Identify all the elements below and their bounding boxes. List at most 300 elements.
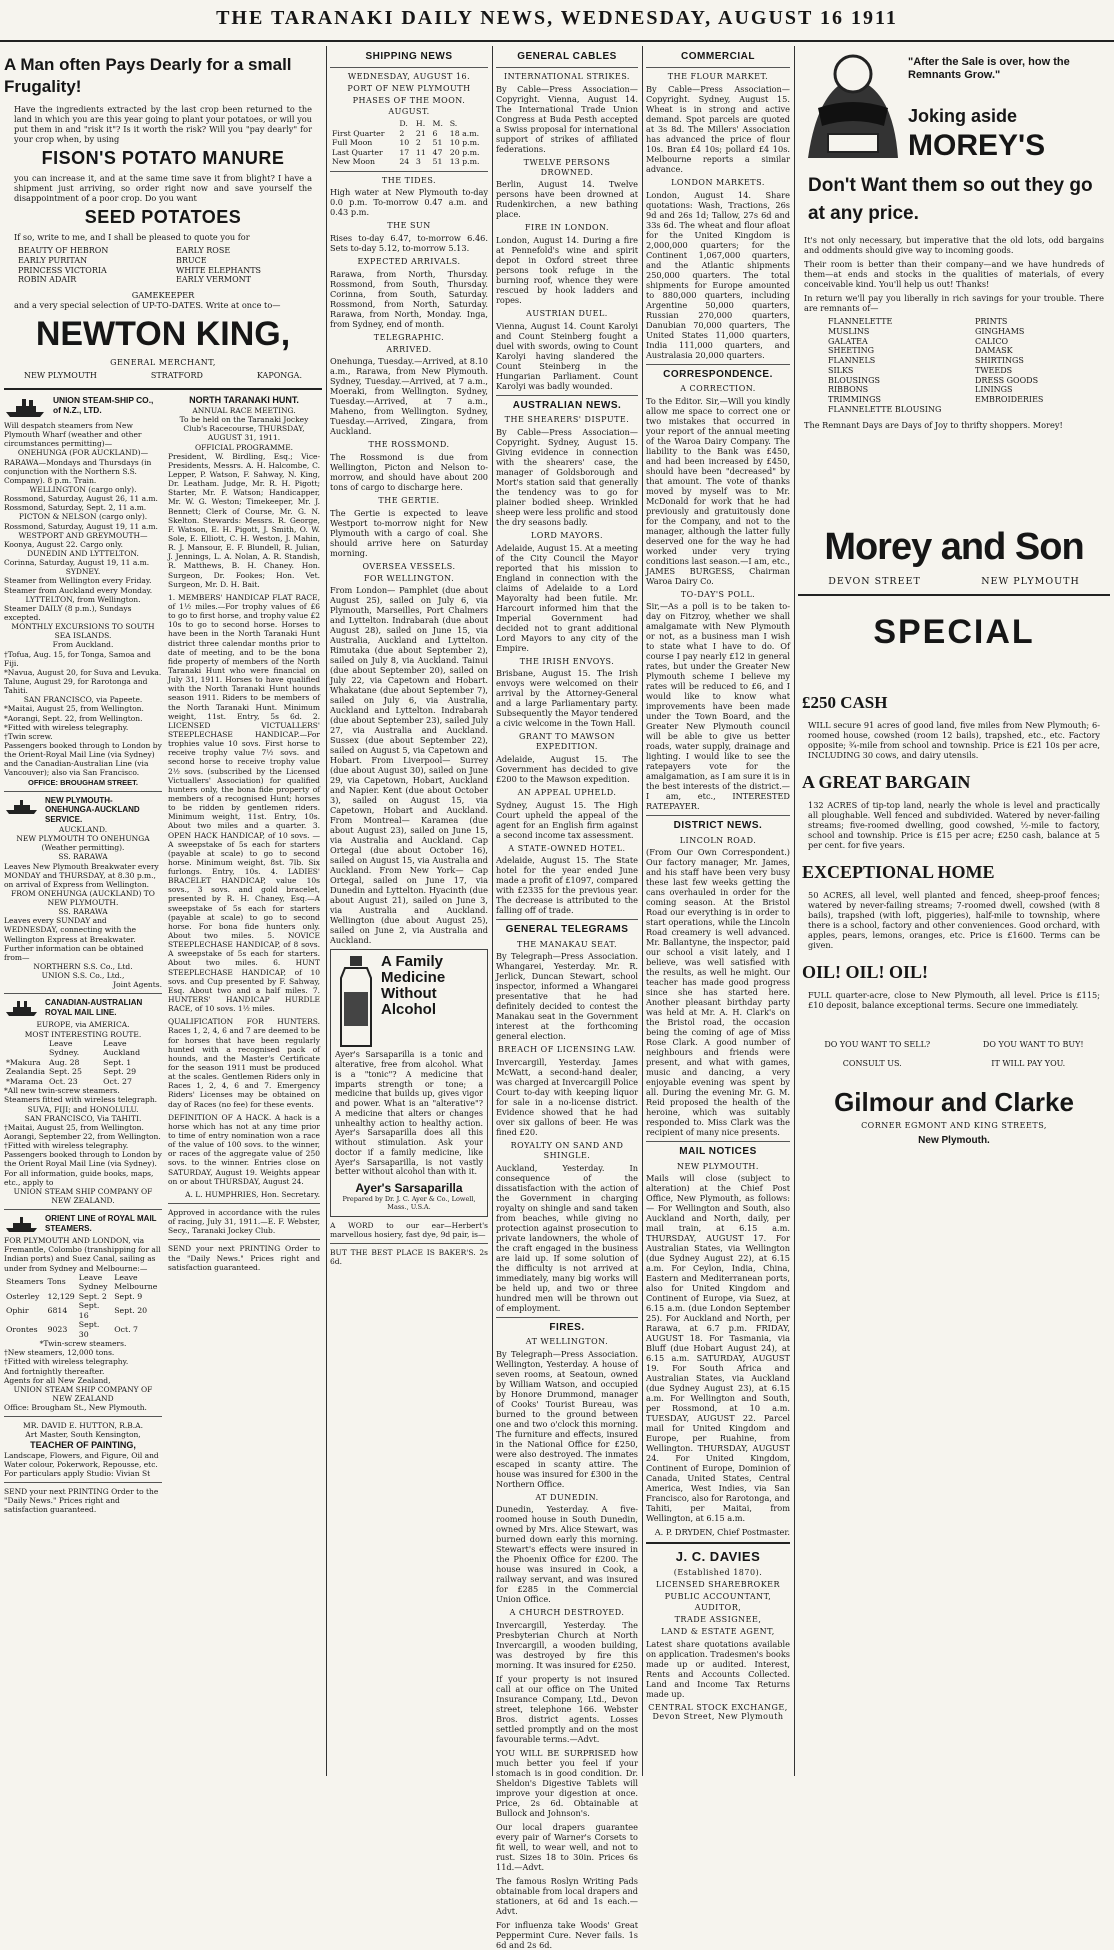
canadian-title: CANADIAN-AUSTRALIAN ROYAL MAIL LINE. (45, 998, 143, 1018)
cash-body: WILL secure 91 acres of good land, five miles from New Plymouth; 6-roomed house, cowshed (room 12 bails), trapshed, etc., etc. Factory opposite; ¾-mile from school and township. Price is £21 10s per acre, INCLUDING 30 cows, and dairy utensils. (808, 719, 1100, 760)
table-cell: 18 a.m. (449, 128, 480, 138)
article-heading: AT DUNEDIN. (535, 1492, 599, 1502)
union-line: Steamer from Wellington every Friday. Steamer from Auckland every Monday. (4, 576, 153, 595)
table-header: H. (415, 119, 426, 129)
table-cell: Sept. 25 (48, 1067, 82, 1077)
expected-title: EXPECTED ARRIVALS. (357, 257, 461, 267)
morey-closing: The Remnant Days are Days of Joy to thrifty shoppers. Morey! (804, 419, 1063, 430)
printing-notice: SEND your next PRINTING Order to the "Daily News." Prices right and satisfaction guaranteed. (168, 1244, 320, 1272)
masthead-rule (0, 40, 1114, 42)
commercial-title: COMMERCIAL (681, 51, 755, 62)
sarsaparilla-top (335, 954, 483, 1050)
orient-line: FOR PLYMOUTH AND LONDON, via Fremantle, Colombo (transhipping for all Indian ports) and Suez Canal, sailing as under from Sydney and Melbourne:— (4, 1236, 161, 1273)
advertisement-notice: If your property is not insured call at our office on The United Insurance Company, Ltd., Devon street, telephone 166. Webster Bros. district agents. Losses settled promptly and on the most favourable terms.—Advt. (496, 1674, 638, 1744)
divider (168, 1239, 320, 1240)
divider (646, 1141, 790, 1142)
onehunga-line: SS. RARAWA (58, 907, 108, 917)
morey-body: In return we'll pay you liberally in rich savings for your trouble. There are remnants of— (804, 293, 1104, 314)
remnant-item: TRIMMINGS (828, 395, 881, 405)
davies-established: (Established 1870). (673, 1568, 763, 1578)
article-text: Adelaide, August 15. The Government has decided to give £200 to the Mawson expedition. (496, 753, 638, 784)
table-row (4, 1067, 162, 1077)
column-commercial (642, 46, 794, 1776)
divider (798, 594, 1110, 596)
table-cell: 20 p.m. (449, 147, 480, 157)
tides-text: High water at New Plymouth to-day 0.0 p.m. To-morrow 0.47 a.m. and 0.43 p.m. (330, 187, 488, 218)
table-header: D. (399, 119, 408, 129)
table-row (330, 148, 488, 158)
article-heading: LORD MAYORS. (530, 530, 604, 540)
letter-heading: A CORRECTION. (680, 383, 756, 393)
variety: GAMEKEEPER (131, 290, 195, 301)
divider (646, 364, 790, 365)
table-row (330, 129, 488, 139)
sarsaparilla-ad (330, 949, 488, 1216)
remnant-item: FLANNELETTE BLOUSING (828, 404, 942, 414)
spacer (798, 434, 1110, 524)
fires-title: FIRES. (549, 1321, 585, 1333)
union-line: Steamer DAILY (8 p.m.), Sundays excepted. (4, 603, 132, 623)
union-line: *Navua, August 20, for Suva and Levuka. (4, 667, 162, 677)
union-line: Corinna, Saturday, August 19, 11 a.m. (4, 558, 150, 568)
divider (168, 1203, 320, 1204)
divider (496, 395, 638, 396)
divider (4, 993, 162, 994)
remnant-item: EMBROIDERIES (975, 395, 1044, 405)
race-events: 1. MEMBERS' HANDICAP FLAT RACE, of 1½ miles.—For trophy values of £6 to go to first horse, and trophy value £2 10s to go to second horse. Horses to have been in the North Taranaki Hunt district three calendar months prior to date of meeting, and to be the bona fide property of members of the North Taranaki Hunt who were financial on July 31, 1911. Horses to have qualified with the North Taranaki Hunt hounds season 1911. Riders to be members of the North Taranaki Hunt. Minimum weight, 11st. Entry, 5s 6d. 2. LICENSED VICTUALLERS' STEEPLECHASE HANDICAP.—For trophies value 10 sovs. First horse to receive trophy value 7½ sovs. and second horse to receive trophy value 2½ sovs. (subscribed by the Licensed Victuallers' Association) for qualified hunters only, the bona fide property of members of a recognised Hunt; horses to be ridden by gentlemen riders. Minimum weight, 11st. Entry, 10s. About two miles and a quarter. 3. OPEN HACK HANDICAP, of 10 sovs. —A sweepstake of 5s each for starters (payable at scale) to go to second horse. Minimum weight, 8st. 7lb. Six furlongs. Entry, 10s. 4. LADIES' BRACELET HANDICAP, value 10s sovs., 3 sovs. and gold bracelet, presented by R. H. Chaney, Esq.—A sweepstake of 5s each for starters (payable at scale) to go to second horse. For bona fide hunters only. About two miles. 5. NOVICE STEEPLECHASE HANDICAP, of 8 sovs. A sweepstake of 5s each for starters. About two miles. 6. HUNT STEEPLECHASE HANDICAP, of 10 sovs. and Cup presented by F. Sahway, Esq. About two and a half miles. 7. HUNTERS' HANDICAP HURDLE RACE, of 10 sovs. 1½ miles. (168, 592, 320, 1014)
divider (646, 815, 790, 816)
fison-product: FISON'S POTATO MANURE (41, 148, 285, 169)
table-cell: *Makura (6, 1057, 41, 1067)
onehunga-line: FROM ONEHUNGA (AUCKLAND) TO NEW PLYMOUTH. (11, 888, 155, 908)
shipping-title: SHIPPING NEWS (365, 51, 453, 62)
oil-title: OIL! OIL! OIL! (802, 961, 929, 982)
table-row (330, 138, 488, 148)
divider (4, 791, 162, 792)
sun-text: Rises to-day 6.47, to-morrow 6.46. Sets to-day 5.12, to-morrow 5.13. (330, 233, 488, 254)
remnant-item: GINGHAMS (975, 326, 1025, 336)
table-cell: Sept. 2 (78, 1291, 107, 1301)
remnant-item: RIBBONS (828, 385, 869, 395)
masthead: THE TARANAKI DAILY NEWS, WEDNESDAY, AUGUST 16 1911 (216, 7, 898, 29)
australian-title: AUSTRALIAN NEWS. (512, 399, 622, 411)
davies-line: TRADE ASSIGNEE, (674, 1615, 762, 1625)
home-body: 50 ACRES, all level, well planted and fenced, sheep-proof fences; watered by never-failing streams; 7-roomed dwell, cowshed (with 8 bails), trapshed (with loft, piggeries), half-mile to township, where there is a school, factory and other conveniences. Good orchard, with apples, pears, lemons, oranges, etc. Price is £1600. Terms can be given. (808, 889, 1100, 950)
canadian-line: SUVA, FIJI; and HONOLULU. (27, 1104, 139, 1114)
article-heading: THE MANAKAU SEAT. (516, 939, 618, 949)
table-cell: 6 (432, 128, 438, 138)
onehunga-title: NEW PLYMOUTH-ONEHUNGA-AUCKLAND SERVICE. (45, 795, 140, 825)
steamship-icon (4, 798, 40, 816)
shipping-ads (4, 395, 162, 1514)
telegrams-title: GENERAL TELEGRAMS (505, 924, 629, 936)
morey-body: It's not only necessary, but imperative that the old lots, odd bargains and oddments should give way to incoming goods. (804, 235, 1104, 256)
table-cell: Oct. 27 (103, 1076, 132, 1086)
union-line: Passengers booked through to London by the Orient-Royal Mail Line (via Sydney) and the Canadian-Australian Line (via Vancouver); also via San Francisco. (4, 740, 162, 778)
table-cell: Orontes (6, 1324, 38, 1334)
advertisement-notice: YOU WILL BE SURPRISED how much better you feel if your stomach is in good condition. Dr. Sheldon's Digestive Tablets will improve your digestion at once. Price, 2s 6d. Obtainable at Bullock and Johnson's. (496, 1748, 638, 1818)
table-cell: 10 (399, 138, 410, 148)
remnant-item: LININGS (975, 385, 1013, 395)
article-text: Sydney, August 15. The High Court upheld the appeal of the agent for an English firm against a second income tax assessment. (496, 799, 638, 840)
shipping-date: WEDNESDAY, AUGUST 16. (347, 72, 471, 82)
table-cell: Oct. 23 (48, 1076, 78, 1086)
table-cell: Sept. 20 (114, 1305, 148, 1315)
table-cell: 21 (415, 128, 426, 138)
table-row (4, 1301, 162, 1320)
davies-line: LAND & ESTATE AGENT, (661, 1626, 775, 1636)
printing-notice: SEND your next PRINTING Order to the "Daily News." Prices right and satisfaction guaranteed. (4, 1486, 159, 1515)
hutton-line: Landscape, Flowers, and Figure, Oil and Water colour, Pokerwork, Repousse, etc. (4, 1450, 159, 1469)
expected-text: Rarawa, from North, Thursday. Rossmond, from South, Thursday. Corinna, from South, Saturday. Rossmond, from North, Saturday. Rarawa, from North, Monday. Inga, from Sydney, end of month. (330, 268, 488, 329)
column-general-cables (492, 46, 642, 1950)
union-line: MONTHLY EXCURSIONS TO SOUTH SEA ISLANDS. (11, 622, 155, 641)
table-row (4, 1320, 162, 1339)
agent-address: CORNER EGMONT AND KING STREETS, (861, 1120, 1047, 1130)
table-cell: 17 (399, 147, 410, 157)
union-line: *Aorangi, Sept. 22, from Wellington. (4, 713, 143, 723)
davies-line: AUDITOR, (694, 1603, 742, 1613)
seed-intro: If so, write to me, and I shall be pleased to quote you for (14, 232, 250, 243)
mail-title: MAIL NOTICES (679, 1146, 757, 1158)
onehunga-line: UNION S.S. Co., Ltd., (41, 971, 125, 981)
article-text: By Telegraph—Press Association. Whangarei, Yesterday. Mr. R. Jerlick, Duncan Stewart, school inspector, informed a Whangarei presentative that he had definitely decided to contest the Manakau seat in the Government interest at the forthcoming general election. (496, 951, 638, 1042)
table-header (330, 119, 397, 129)
article-text: Invercargill, Yesterday. James McWatt, a second-hand dealer, was charged at Invercargill Police Court to-day with keeping liquor for sale in a no-license district. Evidence showed that he had over six gallons of beer. He was fined £20. (496, 1057, 638, 1138)
agent-name: Gilmour and Clarke (834, 1087, 1074, 1118)
agent-question: DO YOU WANT TO BUY! (982, 1039, 1084, 1049)
canadian-line: Steamers fitted with wireless telegraph. (4, 1095, 158, 1105)
oversea-title: OVERSEA VESSELS. (362, 561, 456, 571)
variety: WHITE ELEPHANTS (176, 265, 262, 275)
remnant-item: PRINTS (975, 317, 1008, 327)
remnant-item: GALATEA (828, 336, 868, 346)
agent-question: DO YOU WANT TO SELL? (824, 1039, 931, 1049)
moon-title: PHASES OF THE MOON. (352, 95, 466, 105)
variety: EARLY ROSE (176, 246, 231, 256)
davies-line: PUBLIC ACCOUNTANT, (664, 1591, 772, 1601)
agent-town: New Plymouth. (918, 1134, 990, 1146)
article-heading: THE IRISH ENVOYS. (519, 656, 615, 666)
orient-table (4, 1273, 162, 1340)
rossmond-text: The Rossmond is due from Wellington, Picton and Nelson to-morrow, and should have about 200 tons of cargo to discharge here. (330, 452, 488, 493)
remnant-item: CALICO (975, 336, 1009, 346)
agent-answer: IT WILL PAY YOU. (991, 1059, 1066, 1069)
canadian-table (4, 1039, 162, 1087)
variety: BRUCE (176, 255, 207, 265)
union-line: Will despatch steamers from New Plymouth Wharf (weather and other circumstances permitting)— (4, 421, 142, 449)
article-heading: AN APPEAL UPHELD. (517, 787, 617, 797)
article-heading: GRANT TO MAWSON EXPEDITION. (519, 732, 615, 752)
morey-logo-text: MOREY'S (908, 129, 1046, 162)
orient-line: And fortnightly thereafter. (4, 1366, 105, 1376)
table-cell: First Quarter (332, 128, 385, 138)
mail-text: Mails will close (subject to alteration) at the Chief Post Office, New Plymouth, as follows:— For Wellington and South, also Auckland and North, daily, per mail train, at 6.15 a.m. THURSDAY, AUGUST 17. For Australian States, via Wellington (due Sydney August 22), at 6.15 a.m. For Ceylon, India, China, Eastern and Mediterranean ports, also for United Kingdom and Continent of Europe, via Suez, at 6.15 a.m. (due London September 25). For Auckland and North, per Rarawa, at 6.7 p.m. FRIDAY, AUGUST 18. For Tasmania, via Bluff (due Hobart August 24), at 6.15 a.m. SATURDAY, AUGUST 19. For South Africa and Australian States, via Auckland (due Sydney August 23), at 6.15 a.m. For Wellington and South, per Rossmond, at 10 a.m. TUESDAY, AUGUST 22. Parcel mail for United Kingdom and Europe, per Ruahine, from Wellington. THURSDAY, AUGUST 24. For United Kingdom, Continent of Europe, Dominion of Canada, United States, Central America, West Indies, via San Francisco, also for Rarotonga, and Tahiti, per Maitai, from Wellington, at 6.15 a.m. (646, 1173, 790, 1524)
table-cell: 51 (432, 138, 443, 148)
variety: PRINCESS VICTORIA (18, 265, 107, 275)
divider (330, 67, 488, 68)
union-line: From Auckland. (52, 640, 114, 650)
davies-body: Latest share quotations available on application. Tradesmen's books made up or audited. Interest, Rents and Accounts Collected. Land and Income Tax Returns made up. (646, 1638, 790, 1699)
bakers-ad: BUT THE BEST PLACE IS BAKER'S. 2s 6d. (330, 1247, 488, 1267)
onehunga-line: Further information can be obtained from— (4, 943, 144, 962)
article-text: Vienna, August 14. Count Karolyi and Count Steinberg fought a duel with swords, owing to Count Karolyi having slandered the Count Steinberg in the Hungarian Parliament. Count Karolyi was badly wounded. (496, 320, 638, 391)
agent-answers (798, 1059, 1110, 1069)
article-heading: LINCOLN ROAD. (679, 835, 757, 845)
morey-header-ad (798, 48, 1110, 166)
race-intro: To be held on the Taranaki Jockey Club's Racecourse, THURSDAY, AUGUST 31, 1911. (179, 415, 309, 443)
table-cell: *Marama (6, 1076, 43, 1086)
oversea-text: From London— Pamphlet (due about August 25), sailed on July 6, via Plymouth, Marseilles, Port Chalmers and Lyttelton. Indrabarah (due about August 28), sailed on June 15, via Australia, Auckland and Lyttelton. Rimutaka (due about September 2), sailed on July 8, via Auckland. Tainui (due about September 20), sailed on July 22, via Capetown and Hobart. Whakatane (due about September 7), sailed on July 6, via Australia, Auckland and Lyttelton. Indrabarah (due about September 23), sailed July 27, via Australia and Auckland. Sussex (due about September 22), sailed on August 5, via Capetown and Hobart. From Liverpool— Surrey (due about August 30), sailed on June 29, via Capetown, Hobart, Auckland and Napier. Kent (due about October 3), sailed on August 15, via Capetown, Hobart and Auckland. From Montreal— Karamea (due about August 23), sailed on June 15, via Australia and Auckland. Cap Ortegal (due about October 16), sailed on August 15, via Australia and Auckland. From New York— Cap Ortegal, sailed on June 17, via Dunedin and Lyttelton. Hyacinth (due about August 21), sailed on June 3, via Australia and Auckland. Wellington (due about August 25), sailed on June 2, via Australia and Auckland. (330, 585, 488, 946)
article-text: (From Our Own Correspondent.) Our factory manager, Mr. James, and his staff have been very busy these last few weeks getting the cans overhauled in order for the coming season. At the Bristol Road our everything is in order to start operations, while the Lincoln Road creamery is well advanced. Mr. Ballantyne, the inspector, paid our school a visit lately, and I believe, was well satisfied with the results, as well he might. Our teacher has made good progress since she has started here. Another pleasant birthday party was held at Mr. A. H. Clark's on the Bristol road, the occasion being the coming of age of Miss Rose Clark. A good number of neighbours and friends were present, and what with games, music and dancing, a very enjoyable evening was spent by all. During the evening Mr. G. M. Reid proposed the health of the heroine, which was suitably responded to. Miss Clark was the recipient of many nice presents. (646, 847, 790, 1138)
hutton-name: MR. DAVID E. HUTTON, R.B.A. (23, 1421, 143, 1431)
morey-body: Their room is better than their company—and we have hundreds of them—at ends and stocks in the qualities of materials, of every conceivable kind. You'll help us out! Thanks! (804, 259, 1104, 290)
article-text: By Telegraph—Press Association. Wellington, Yesterday. A house of seven rooms, at Seatoun, owned by William Watson, and occupied by Honore Drummond, manager of Cooks' Tourist Bureau, was burned to the ground between one and two o'clock this morning. The furniture and effects, insured in the National Office for £250, were also destroyed. The inmates escaped in scanty attire. The house was insured for £300 in the Northern Office. (496, 1348, 638, 1489)
union-line: OFFICE: BROUGHAM STREET. (28, 777, 138, 787)
union-line: *Maitai, August 25, from Wellington. (4, 704, 144, 714)
variety: EARLY PURITAN (18, 255, 88, 265)
variety: ROBIN ADAIR (18, 275, 77, 285)
table-cell: 3 (415, 157, 421, 167)
union-line: DUNEDIN AND LYTTELTON. (27, 549, 139, 559)
divider (4, 1416, 162, 1417)
article-heading: AUSTRIAN DUEL. (526, 309, 608, 319)
special-heading: SPECIAL (873, 612, 1035, 651)
orient-title: ORIENT LINE of ROYAL MAIL STEAMERS. (45, 1214, 157, 1233)
article-text: Auckland, Yesterday. In consequence of the dissatisfaction with the action of the Government in charging royalty on shingle and sand taken from beaches, while giving no protection against prosecution to private landowners, the whole of the craft engaged in the business are laid up. If some solution of the difficulty is not arrived at immediately, many big works will be held up, and two or three hundred men will be thrown out of employment. (496, 1162, 638, 1313)
article-text: London, August 14. Share quotations: Wash, Tractions, 26s 9d and 26s 1d; Tallow, 27s 6d and 33s 6d. The wheat and flour afloat for the United Kingdom is 2,000,000 quarters; for the Continent 1,067,000 quarters, and the Atlantic shipments 250,000 quarters. The total shipments for Europe amounted to 880,000 quarters, including Argentine 50,000 quarters, Russian 270,000 quarters, Danubian 70,000 quarters, The United States 11,000 quarters, India 111,000 quarters, and Australasia 20,000 quarters. (646, 189, 790, 360)
variety: BEAUTY OF HEBRON (18, 246, 109, 256)
oil-body: FULL quarter-acre, close to New Plymouth, all level. Price is £115; £10 deposit, balance exceptional terms. Secure one immediately. (808, 989, 1100, 1010)
union-line: Rossmond, Saturday, August 26, 11 a.m. (4, 494, 158, 504)
article-heading: LONDON MARKETS. (671, 177, 765, 187)
union-line: WELLINGTON (cargo only). (29, 485, 137, 495)
town: NEW PLYMOUTH (24, 371, 97, 381)
table-header: Leave Auckland (103, 1038, 141, 1058)
letter-text: To the Editor. Sir,—Will you kindly allow me space to correct one or two mistakes that occurred in your report of the annual meeting of the Waroa Dairy Company. The liability to the Bank was £450, and had been increased by £450, should have been "decreased" by that amount. The vote of thanks moved by myself was to Mr. McDonald for work that he had previously and gratuitously done for the Company, and not to the manager, although the latter fully deserved one for the way he had worked under very trying conditions last season.—I am, etc., JAMES BURGESS, Chairman Waroa Dairy Co. (646, 395, 790, 586)
remnant-item (975, 405, 1110, 415)
table-header: Leave Sydney (78, 1272, 108, 1292)
remnant-item: SHEETING (828, 346, 875, 356)
table-cell: Sept. 9 (114, 1291, 143, 1301)
table-cell: Osterley (6, 1291, 40, 1301)
steamship-icon (4, 397, 48, 419)
morey-firm: Morey and Son (824, 525, 1084, 568)
divider (4, 1209, 162, 1210)
sarsaparilla-footer: Prepared by Dr. J. C. Ayer & Co., Lowell, Mass., U.S.A. (342, 1194, 476, 1211)
article-heading: THE SHEARERS' DISPUTE. (504, 415, 630, 425)
union-line: †Twin screw. (4, 731, 53, 741)
morey-dont-want: Don't Want them so out they go at any price. (808, 175, 1093, 224)
canadian-line: Passengers booked through to London by the Orient Royal Mail Line (via Sydney). (4, 1150, 162, 1169)
article-heading: ROYALTY ON SAND AND SHINGLE. (510, 1141, 624, 1160)
for-wellington: FOR WELLINGTON. (363, 573, 455, 583)
union-line: WESTPORT AND GREYMOUTH— (18, 530, 148, 540)
agent-answer: CONSULT US. (842, 1059, 902, 1069)
union-line: PICTON & NELSON (cargo only). (18, 512, 148, 522)
table-row (4, 1077, 162, 1087)
divider (496, 919, 638, 920)
onehunga-line: Joint Agents. (113, 980, 162, 990)
table-cell: 12,129 (47, 1291, 75, 1301)
canadian-route: EUROPE, via AMERICA. (36, 1020, 130, 1030)
table-row (330, 157, 488, 167)
morey-slogan: "After the Sale is over, how the Remnants Grow." (908, 56, 1070, 82)
table-cell: 11 (415, 147, 426, 157)
mail-sub: NEW PLYMOUTH. (677, 1161, 759, 1171)
table-cell: 13 p.m. (449, 157, 480, 167)
table-cell: 10 p.m. (449, 138, 480, 148)
canadian-line: †Maitai, August 25, from Wellington. (4, 1122, 144, 1132)
canadian-line: UNION STEAM SHIP COMPANY OF NEW ZEALAND. (13, 1186, 153, 1205)
hutton-title: TEACHER OF PAINTING, (30, 1439, 136, 1450)
union-line: LYTTELTON, from Wellington. (25, 594, 141, 604)
table-header: S. (449, 119, 458, 129)
davies-name: J. C. DAVIES (675, 1549, 761, 1565)
union-line: Rossmond, Saturday, August 19, 11 a.m. (4, 521, 158, 531)
district-title: DISTRICT NEWS. (673, 820, 763, 832)
fison-intro: Have the ingredients extracted by the last crop been returned to the land in which you are this year going to plant your potatoes, or will you put them in and "risk it"? Is it worth the risk? Will you "pay dearly" for your crop when, by using (14, 104, 312, 145)
arrived-text: Onehunga, Tuesday.—Arrived, at 8.10 a.m., Rarawa, from New Plymouth. Sydney, Tuesday.—Arrived, at 7 a.m., Moeraki, from Wellington. Sydney, Tuesday.—Arrived, at 7 a.m., Maheno, from Wellington. Sydney, Tuesday.—Arrived, Zingara, from Auckland. (330, 356, 488, 437)
orient-line: †Fitted with wireless telegraphy. (4, 1357, 129, 1367)
remnant-item: BLOUSINGS (828, 375, 881, 385)
town: STRATFORD (150, 371, 203, 381)
column-morey-advertisements (794, 46, 1114, 1776)
medicine-bottle-icon (335, 954, 377, 1050)
letter-text: Sir,—As a poll is to be taken to-day on Fitzroy, whether we shall amalgamate with New Plymouth or not, as a business man I wish to state what I have to do. Of course I pay nearly £12 in general rates, but under the Greater New Plymouth scheme I believe my rates will be reduced to £6, and I would like to know what improvements have been made under the Town Board, and the Greater New Plymouth council will be able to give us better roads, water supply, drainage and lighting. I would like to see the ratepayers vote for the amalgamation, as I am sure it is in the best interests of the district.—I am, etc., INTERESTED RATEPAYER. (646, 601, 790, 812)
article-text: By Cable—Press Association—Copyright. Sydney, August 15. Wheat is in strong and active demand. Spot parcels are quoted at 3s 8d. The Millers' Association has advanced the price of flour 10s. Bran £4 10s; pollard £4 10s. Melbourne reports a similar advance. (646, 83, 790, 174)
bargain-title: A GREAT BARGAIN (802, 771, 971, 792)
article-heading: BREACH OF LICENSING LAW. (498, 1045, 636, 1055)
onehunga-line: NORTHERN S.S. Co., Ltd. (33, 962, 133, 972)
moon-table (330, 119, 488, 167)
sarsaparilla-headline: A Family Medicine Without Alcohol (381, 953, 446, 1018)
cables-title: GENERAL CABLES (517, 51, 617, 62)
article-heading: A CHURCH DESTROYED. (509, 1608, 625, 1618)
race-sub: ANNUAL RACE MEETING. (192, 406, 296, 416)
telegraphic-title: TELEGRAPHIC. (373, 332, 445, 342)
potato-varieties (18, 246, 322, 285)
article-heading: AT WELLINGTON. (525, 1336, 609, 1346)
union-line: *Fitted with wireless telegraphy. (4, 722, 129, 732)
morey-street: DEVON STREET (828, 575, 921, 587)
union-line: Koonya, August 22. Cargo only. (4, 539, 124, 549)
seed-title: SEED POTATOES (84, 207, 242, 228)
race-qualification: QUALIFICATION FOR HUNTERS. Races 1, 2, 4, 6 and 7 are deemed to be for horses that have been regularly hunted with a recognised pack of hounds, and the Master's Certificate for the season 1911 must be produced at the scales. Gentlemen Riders only in Races 1, 2, 4, 6 and 7. Emergency Riders' Licenses may be obtained on day of Races (no fee) for these events. (168, 1017, 320, 1109)
canadian-line: Aorangi, September 22, from Wellington. (4, 1131, 161, 1141)
table-header: Steamers (6, 1277, 44, 1287)
hutton-desc: Art Master, South Kensington, (25, 1430, 141, 1440)
merchant-towns (4, 369, 322, 383)
remnant-item: DRESS GOODS (975, 375, 1039, 385)
table-row (4, 1058, 162, 1068)
article-text: London, August 14. During a fire at Pennefold's wine and spirit depot in Oxford street three persons took refuge in the burning roof, whence they were rescued by hook ladders and ropes. (496, 235, 638, 306)
arrived-title: ARRIVED. (386, 344, 432, 354)
advertisement-notice: The famous Roslyn Writing Pads obtainable from local drapers and stationers, at 6d and 1s each.—Advt. (496, 1876, 638, 1916)
onehunga-line: AUCKLAND. (58, 824, 108, 834)
orient-line: UNION STEAM SHIP COMPANY OF NEW ZEALAND (13, 1384, 153, 1403)
table-cell: 51 (432, 157, 443, 167)
remnant-item: TWEEDS (975, 365, 1013, 375)
canadian-route2: MOST INTERESTING ROUTE. (24, 1029, 142, 1039)
column-shipping-news (326, 46, 492, 1776)
onehunga-line: NEW PLYMOUTH TO ONEHUNGA (16, 834, 150, 844)
table-cell: 6814 (47, 1305, 68, 1315)
table-header: Leave Melbourne (114, 1272, 158, 1292)
table-cell: Aug. 28 (48, 1057, 80, 1067)
article-text: By Cable—Press Association—Copyright. Sydney, August 15. Giving evidence in connection with the shearers' case, the manager of Goldsborough and Mort's station said that generally the tendency was to go for plainer bodied sheep. Wrinkled sheep were less prolific and stood the dry seasons badly. (496, 426, 638, 527)
article-text: Adelaide, August 15. At a meeting of the City Council the Mayor reported that his mission to England in connection with the claims of Adelaide to a Lord Mayoralty had been futile. Mr. Harcourt informed him that the Imperial Government had decided not to grant additional Lord Mayors to any city of the Empire. (496, 542, 638, 653)
table-cell: 9023 (47, 1324, 68, 1334)
union-line: †Tofua, Aug. 15, for Tonga, Samoa and Fiji. (4, 649, 151, 668)
morey-town: NEW PLYMOUTH (981, 575, 1080, 587)
correspondence-title: CORRESPONDENCE. (663, 368, 773, 380)
union-line: ONEHUNGA (FOR AUCKLAND)— (17, 448, 149, 458)
orient-line: Agents for all New Zealand, (4, 1375, 111, 1385)
article-text: Adelaide, August 15. The State hotel for the year ended June made a profit of £1097, compared with £2335 for the previous year. The decrease is attributed to the falling off of trade. (496, 855, 638, 916)
steamship-icon (4, 1216, 40, 1234)
advertisement-notice: For influenza take Woods' Great Peppermint Cure. Never fails. 1s 6d and 2s 6d. (496, 1920, 638, 1950)
union-title: UNION STEAM-SHIP CO., of N.Z., LTD. (53, 395, 154, 416)
column-advertisements (0, 46, 326, 1776)
table-cell: Full Moon (332, 138, 373, 148)
orient-line: Office: Brougham St., New Plymouth. (4, 1403, 147, 1413)
union-line: RARAWA—Mondays and Thursdays (in conjunction with the Northern S.S. Company). 8 p.m. Train. (4, 457, 152, 485)
fison-body: you can increase it, and at the same time save it from blight? I have a shipment just arriving, so order right now and save yourself the disappointment of a poor crop. Do you want (14, 173, 312, 204)
divider (496, 1317, 638, 1318)
davies-footer: CENTRAL STOCK EXCHANGE, Devon Street, New Plymouth (648, 1702, 788, 1722)
onehunga-line: SS. RARAWA (58, 852, 108, 862)
table-cell: Oct. 7 (114, 1324, 138, 1334)
canadian-line: *All new twin-screw steamers. (4, 1086, 120, 1096)
union-line: SYDNEY. (65, 567, 101, 577)
tides-title: THE TIDES. (381, 175, 437, 185)
bargain-body: 132 ACRES of tip-top land, nearly the whole is level and practically all ploughable. Well fenced and subdivided. Watered by never-failing streams; five-roomed dwelling, good cowshed, ½-mile to factory, school and township. Price is £15 per acre; £250 cash, balance at 5 per cent. for five years. (808, 799, 1100, 850)
table-cell: 2 (399, 128, 405, 138)
canadian-line: †Fitted with wireless telegraphy. (4, 1141, 129, 1151)
race-officials: President, W. Birdling, Esq.; Vice-Presidents, Messrs. A. H. Halcombe, C. Lepper, P. Watson, F. Sahway, N. King, Dr. Leatham. Judge, Mr. R. H. Pigott; Starter, Mr. F. Watson; Handicapper, Mr. W. G. Weston; Timekeeper, Mr. J. Bennett; Clerk of Course, Mr. G. N. Skelton. Stewards: Messrs. R. George, F. Watson, E. H. Pigott, J. Smith, O. W. Sole, E. Elliott, C. H. Weston, J. Mahin, R. J. Mansour, E. F. Blundell, R. Julian, J. Jennings, L. A. Nolan, A. R. Standish, R. Matthews, B. H. Chaney. Hon. Surgeon, Dr. Fookes; Hon. Vet. Surgeon, Mr. D. H. Bait. (168, 451, 320, 589)
onehunga-line: (Weather permitting). (41, 843, 125, 853)
gertie-text: The Gertie is expected to leave Westport to-morrow night for New Plymouth with a cargo of coal. She should arrive here on Saturday morning. (330, 507, 488, 558)
union-line: SAN FRANCISCO, via Papeete. (23, 695, 143, 705)
table-row (4, 1292, 162, 1302)
town: KAPONGA. (256, 371, 302, 381)
remnant-item: SHIRTINGS (975, 356, 1024, 366)
variety: EARLY VERMONT (176, 275, 251, 285)
canadian-line: SAN FRANCISCO, Via TAHITI. (24, 1113, 142, 1123)
word-ad: A WORD to our ear—Herbert's marvellous hosiery, fast dye, 9d pair, is— (330, 1220, 488, 1239)
table-cell: Last Quarter (332, 147, 383, 157)
table-cell: 2 (415, 138, 421, 148)
remnant-list (828, 317, 1110, 415)
gertie-title: THE GERTIE. (378, 496, 440, 506)
article-heading: THE FLOUR MARKET. (667, 72, 769, 82)
article-text: Dunedin, Yesterday. A five-roomed house in South Dunedin, owned by Mrs. Alice Stewart, was burned down early this morning. Stewart's effects were insured in the Phoenix Office for £200. The house was insured in Cook, a railway servant, and was insured for £285 in the Commercial Union Office. (496, 1504, 638, 1605)
home-title: EXCEPTIONAL HOME (802, 861, 995, 882)
race-secretary: A. L. HUMPHRIES, Hon. Secretary. (185, 1189, 320, 1199)
table-header (4, 1039, 47, 1058)
agent-questions (798, 1040, 1110, 1050)
table-cell: Ophir (6, 1305, 29, 1315)
divider (330, 171, 488, 172)
union-line: Talune, August 29, for Rarotonga and Tahiti. (4, 677, 148, 696)
fison-headline: A Man often Pays Dearly for a small Frugality! (4, 55, 292, 97)
article-text: Invercargill, Yesterday. The Presbyterian Church at North Invercargill, a wooden building, was destroyed by fire this morning. It was insured for £250. (496, 1620, 638, 1670)
divider (496, 67, 638, 68)
sun-title: THE SUN (387, 221, 431, 231)
morey-joking: Joking aside (908, 106, 1018, 126)
remnant-item: DAMASK (975, 346, 1013, 356)
